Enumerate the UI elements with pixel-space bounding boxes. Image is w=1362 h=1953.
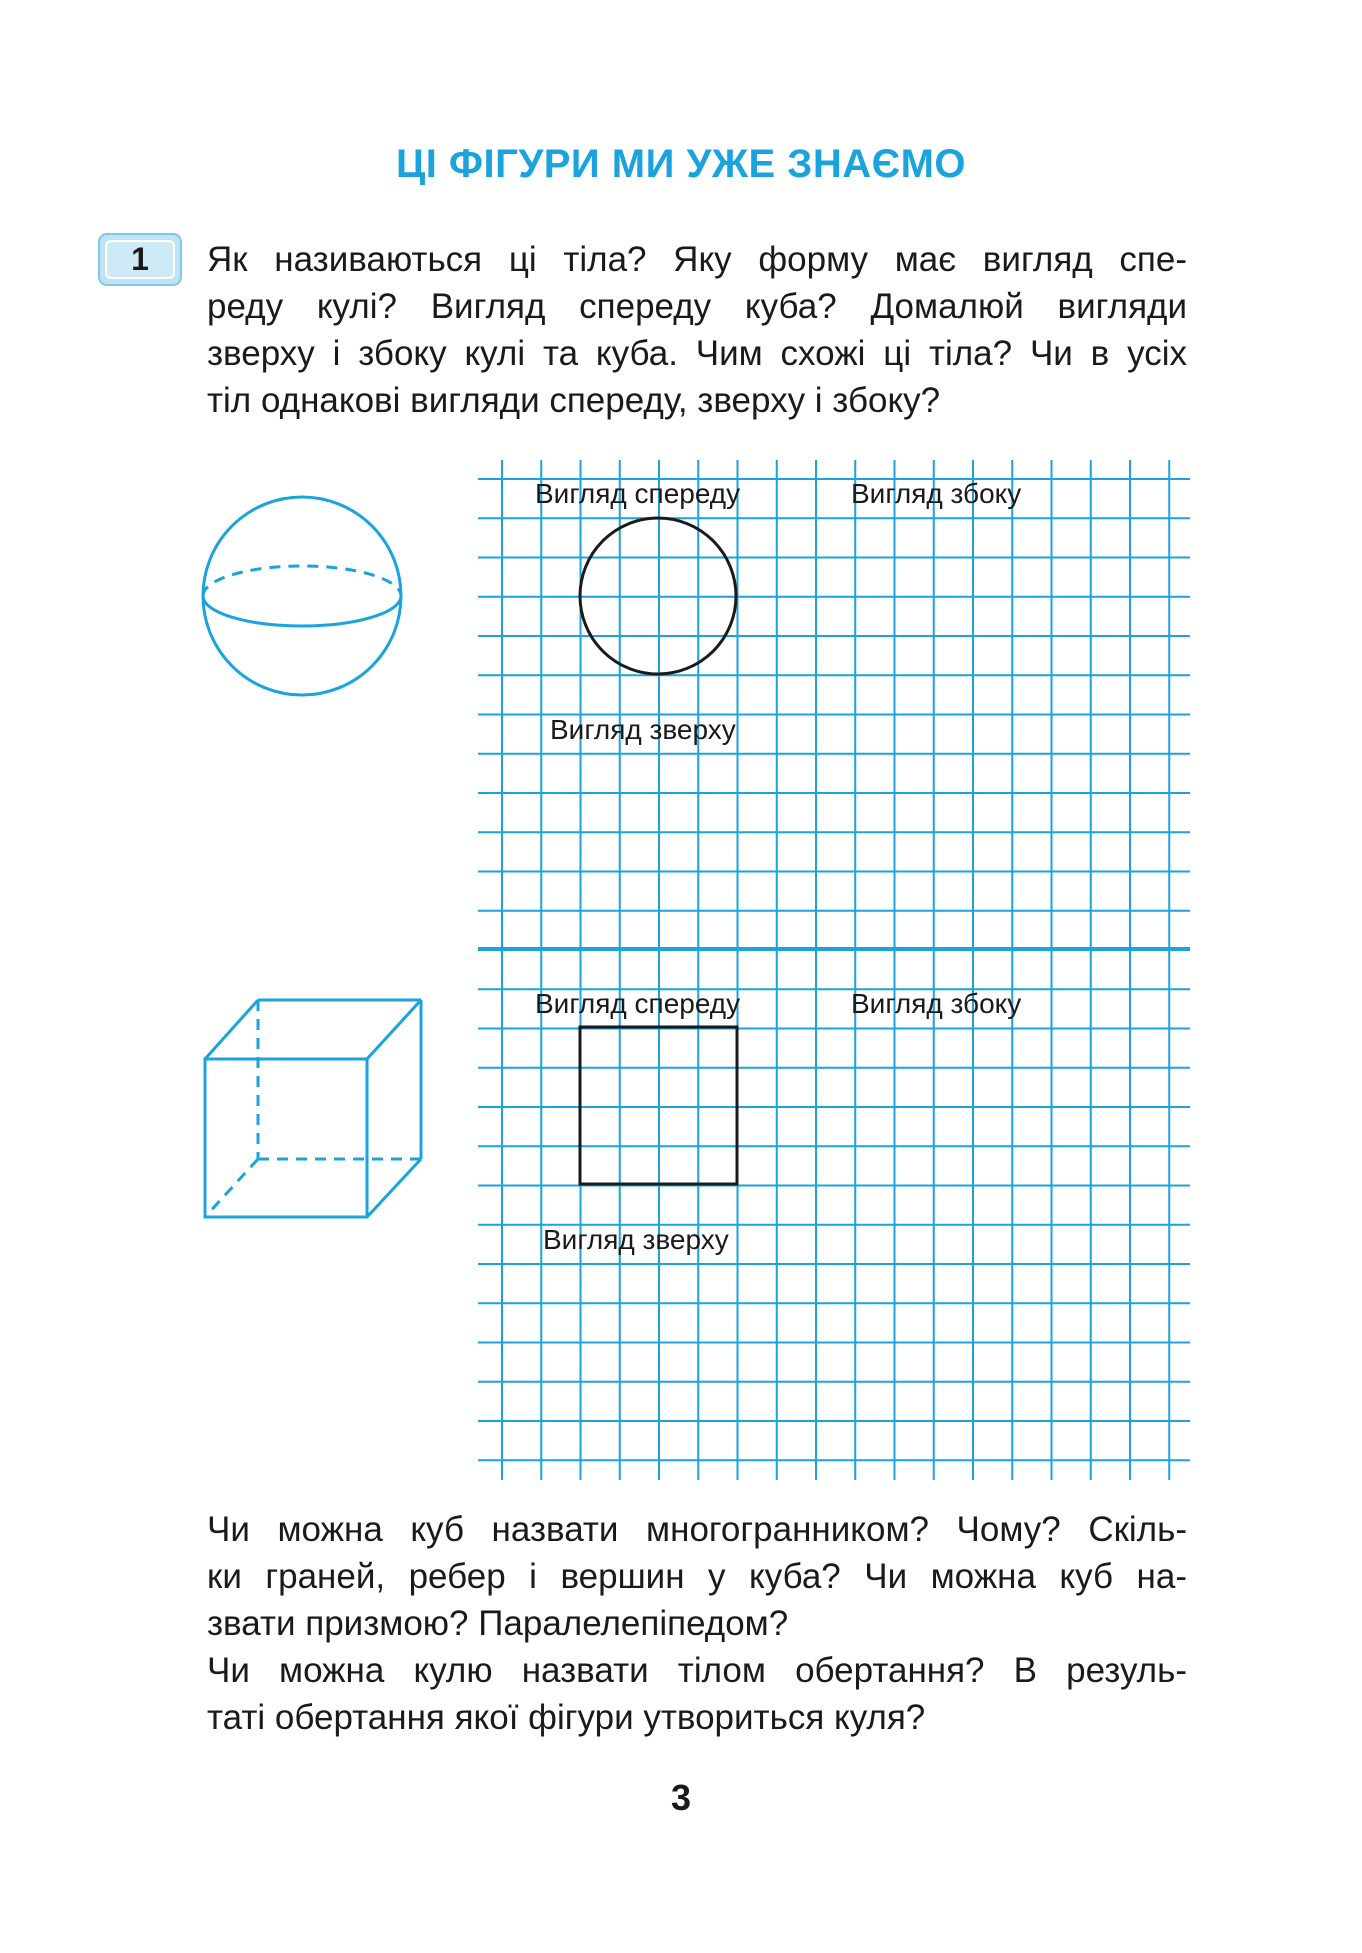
cube-edge — [367, 1159, 421, 1217]
page-number: 3 — [670, 1777, 692, 1818]
cube-front-view-label: Вигляд спереду — [535, 988, 741, 1019]
cube-illustration — [205, 1000, 421, 1217]
cube-front-face — [205, 1059, 367, 1217]
question-line: Чи можна куб назвати многогранником? Чому? Скіль- — [207, 1510, 1187, 1549]
cube-edge — [367, 1000, 421, 1059]
question-line: ки граней, ребер і вершин у куба? Чи можна куб на- — [207, 1557, 1187, 1596]
cube-hidden-edge — [205, 1159, 258, 1217]
question-line: Чи можна кулю назвати тілом обертання? В резуль- — [207, 1651, 1187, 1690]
intro-line: Як називаються ці тіла? Яку форму має вигляд спе- — [207, 240, 1187, 279]
sphere-top-view-label: Вигляд зверху — [550, 714, 736, 745]
intro-line: зверху і збоку кулі та куба. Чим схожі ці тіла? Чи в усіх — [207, 334, 1187, 373]
cube-edge — [205, 1000, 258, 1059]
sphere-outline — [203, 497, 401, 695]
sphere-equator-back — [203, 566, 401, 596]
graph-paper-grid — [478, 460, 1190, 1480]
exercise-questions — [207, 1506, 1187, 1741]
exercise-number: 1 — [105, 240, 175, 279]
question-line: звати призмою? Паралелепіпедом? — [207, 1604, 789, 1643]
intro-line: тіл однакові вигляди спереду, зверху і збоку? — [207, 381, 941, 420]
intro-line: реду кулі? Вигляд спереду куба? Домалюй вигляди — [207, 287, 1187, 326]
cube-side-view-label: Вигляд збоку — [851, 988, 1022, 1019]
sphere-front-view-label: Вигляд спереду — [535, 478, 741, 509]
cube-top-view-label: Вигляд зверху — [543, 1224, 729, 1255]
sphere-illustration — [203, 497, 401, 695]
sphere-side-view-label: Вигляд збоку — [851, 478, 1022, 509]
sphere-equator-front — [203, 596, 401, 626]
page-title: ЦІ ФІГУРИ МИ УЖЕ ЗНАЄМО — [395, 142, 967, 186]
question-line: таті обертання якої фігури утвориться куля? — [207, 1698, 926, 1737]
